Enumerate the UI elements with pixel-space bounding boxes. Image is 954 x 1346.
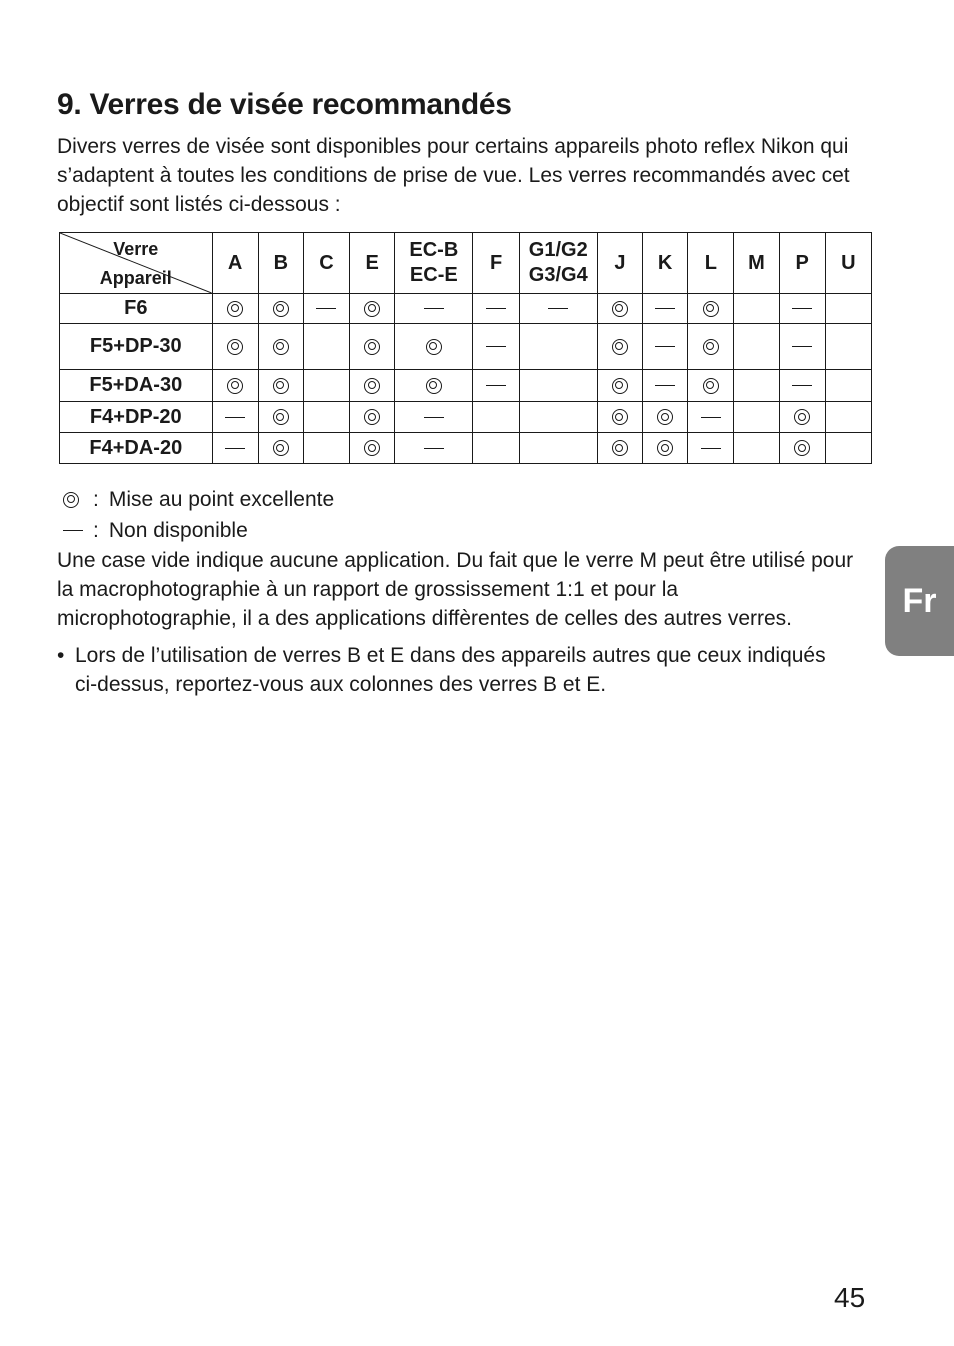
dash-icon xyxy=(655,308,675,309)
table-cell xyxy=(688,433,734,464)
table-cell xyxy=(597,370,642,402)
double-circle-icon xyxy=(426,339,442,355)
table-cell xyxy=(473,402,519,433)
double-circle-icon xyxy=(612,409,628,425)
table-cell xyxy=(643,402,688,433)
table-cell xyxy=(519,370,597,402)
column-header xyxy=(779,233,825,294)
column-header-label: F xyxy=(489,251,503,274)
table-cell xyxy=(597,402,642,433)
table-cell xyxy=(825,402,871,433)
table-cell xyxy=(395,294,473,324)
table-cell xyxy=(597,294,642,324)
camera-model: F4+DA-20 xyxy=(60,433,213,464)
dash-icon xyxy=(424,417,444,418)
column-header xyxy=(350,233,395,294)
table-cell xyxy=(779,402,825,433)
dash-icon xyxy=(792,385,812,386)
camera-model: F6 xyxy=(60,294,213,324)
column-header xyxy=(303,233,349,294)
column-header-label: A xyxy=(227,251,243,274)
table-cell xyxy=(643,324,688,370)
double-circle-icon xyxy=(612,378,628,394)
table-cell xyxy=(825,433,871,464)
dash-icon xyxy=(655,346,675,347)
column-header xyxy=(395,233,473,294)
table-cell xyxy=(212,402,258,433)
table-cell xyxy=(303,324,349,370)
double-circle-icon xyxy=(227,378,243,394)
table-cell xyxy=(473,324,519,370)
double-circle-icon xyxy=(364,378,380,394)
double-circle-icon xyxy=(703,378,719,394)
corner-label-camera: Appareil xyxy=(99,268,172,288)
bullet-icon: • xyxy=(57,644,65,667)
table-cell xyxy=(258,433,303,464)
note-line: microphotographie, il a des applications diffèrentes de celles des autres verres. xyxy=(57,607,793,630)
table-cell xyxy=(597,433,642,464)
legend-text: Mise au point excellente xyxy=(108,488,335,511)
section-title: 9. Verres de visée recommandés xyxy=(57,88,512,121)
legend-text: Non disponible xyxy=(108,519,248,542)
table-row xyxy=(60,433,872,464)
dash-icon xyxy=(701,417,721,418)
double-circle-icon xyxy=(612,339,628,355)
table-cell xyxy=(473,294,519,324)
dash-icon xyxy=(655,385,675,386)
table-corner-cell xyxy=(60,233,213,294)
table-cell xyxy=(779,433,825,464)
dash-icon xyxy=(316,308,336,309)
table-cell xyxy=(350,294,395,324)
table-cell xyxy=(350,433,395,464)
double-circle-icon xyxy=(364,339,380,355)
double-circle-icon xyxy=(63,492,79,508)
table-header-row xyxy=(60,233,872,294)
double-circle-icon xyxy=(273,378,289,394)
table-cell xyxy=(395,433,473,464)
table-cell xyxy=(303,433,349,464)
language-tab: Fr xyxy=(885,546,954,656)
double-circle-icon xyxy=(703,301,719,317)
dash-icon xyxy=(486,346,506,347)
table-cell xyxy=(473,433,519,464)
table-cell xyxy=(734,324,779,370)
column-header xyxy=(258,233,303,294)
column-header-label: EC-B xyxy=(409,239,459,261)
table-body xyxy=(60,294,872,464)
table-cell xyxy=(395,370,473,402)
bullet-line: ci-dessus, reportez-vous aux colonnes des verres B et E. xyxy=(75,673,607,696)
column-header-label: G1/G2 xyxy=(528,239,588,261)
camera-model: F5+DP-30 xyxy=(60,324,213,370)
note-paragraph xyxy=(57,546,867,633)
dash-icon xyxy=(486,385,506,386)
dash-icon xyxy=(63,530,83,531)
table-cell xyxy=(688,370,734,402)
double-circle-icon xyxy=(273,409,289,425)
column-header xyxy=(519,233,597,294)
intro-line: Divers verres de visée sont disponibles pour certains appareils photo reflex Nikon qui xyxy=(57,135,849,158)
page-content xyxy=(57,86,867,699)
camera-model: F4+DP-20 xyxy=(60,402,213,433)
table-row xyxy=(60,294,872,324)
screen-compatibility-table xyxy=(59,232,872,464)
dash-icon xyxy=(486,308,506,309)
double-circle-icon xyxy=(273,339,289,355)
table-cell xyxy=(212,370,258,402)
camera-model: F5+DA-30 xyxy=(60,370,213,402)
table-cell xyxy=(519,402,597,433)
table-row xyxy=(60,402,872,433)
dash-icon xyxy=(701,448,721,449)
double-circle-icon xyxy=(426,378,442,394)
column-header xyxy=(212,233,258,294)
table-cell xyxy=(303,294,349,324)
double-circle-icon xyxy=(227,301,243,317)
table-cell xyxy=(258,370,303,402)
bullet-note xyxy=(57,641,867,699)
double-circle-icon xyxy=(227,339,243,355)
table-cell xyxy=(519,433,597,464)
dash-icon xyxy=(792,308,812,309)
dash-icon xyxy=(548,308,568,309)
column-header-label: U xyxy=(841,251,856,274)
table-cell xyxy=(779,294,825,324)
dash-icon xyxy=(424,448,444,449)
intro-line: s’adaptent à toutes les conditions de prise de vue. Les verres recommandés avec cet xyxy=(57,164,850,187)
column-header xyxy=(688,233,734,294)
double-circle-icon xyxy=(657,409,673,425)
double-circle-icon xyxy=(794,409,810,425)
table-cell xyxy=(519,294,597,324)
table-cell xyxy=(825,294,871,324)
double-circle-icon xyxy=(273,440,289,456)
column-header-label: C xyxy=(319,251,334,274)
column-header xyxy=(473,233,519,294)
table-cell xyxy=(395,324,473,370)
table-cell xyxy=(258,324,303,370)
double-circle-icon xyxy=(273,301,289,317)
double-circle-icon xyxy=(703,339,719,355)
table-cell xyxy=(350,324,395,370)
legend xyxy=(57,484,867,546)
table-cell xyxy=(303,402,349,433)
dash-icon xyxy=(424,308,444,309)
column-header-label: B xyxy=(273,251,289,274)
table-cell xyxy=(212,433,258,464)
column-header xyxy=(643,233,688,294)
page-number: 45 xyxy=(834,1282,866,1313)
double-circle-icon xyxy=(657,440,673,456)
double-circle-icon xyxy=(794,440,810,456)
table-cell xyxy=(643,370,688,402)
column-header xyxy=(597,233,642,294)
table-cell xyxy=(779,370,825,402)
table-cell xyxy=(258,294,303,324)
legend-item-excellent xyxy=(57,484,867,515)
column-header-label: E xyxy=(365,251,379,274)
dash-icon xyxy=(225,448,245,449)
table-cell xyxy=(303,370,349,402)
table-cell xyxy=(350,402,395,433)
double-circle-icon xyxy=(612,440,628,456)
table-cell xyxy=(473,370,519,402)
table-row xyxy=(60,370,872,402)
note-line: la macrophotographie à un rapport de grossissement 1:1 et pour la xyxy=(57,578,679,601)
table-cell xyxy=(258,402,303,433)
table-cell xyxy=(688,402,734,433)
table-cell xyxy=(519,324,597,370)
column-header-label: G3/G4 xyxy=(528,264,588,286)
column-header-label: L xyxy=(704,251,717,274)
table-cell xyxy=(825,324,871,370)
column-header-label: J xyxy=(614,251,626,274)
double-circle-icon xyxy=(364,301,380,317)
table-cell xyxy=(212,294,258,324)
intro-line: objectif sont listés ci-dessous : xyxy=(57,193,341,216)
table-cell xyxy=(395,402,473,433)
legend-item-unavailable xyxy=(57,515,867,546)
note-line: Une case vide indique aucune application. Du fait que le verre M peut être utilisé pour xyxy=(57,549,854,572)
table-cell xyxy=(825,370,871,402)
table-cell xyxy=(212,324,258,370)
table-cell xyxy=(734,294,779,324)
double-circle-icon xyxy=(612,301,628,317)
column-header-label: P xyxy=(795,251,809,274)
table-cell xyxy=(779,324,825,370)
legend-colon: : xyxy=(93,519,99,542)
table-cell xyxy=(734,433,779,464)
table-cell xyxy=(734,370,779,402)
table-cell xyxy=(643,294,688,324)
table-cell xyxy=(597,324,642,370)
table-row xyxy=(60,324,872,370)
column-header-label: M xyxy=(748,251,765,274)
bullet-line: Lors de l’utilisation de verres B et E dans des appareils autres que ceux indiqués xyxy=(75,644,826,667)
double-circle-icon xyxy=(364,440,380,456)
column-header-label: K xyxy=(657,251,673,274)
column-header-label: EC-E xyxy=(409,264,458,286)
column-header xyxy=(734,233,779,294)
dash-icon xyxy=(225,417,245,418)
corner-label-screen: Verre xyxy=(113,239,159,259)
intro-paragraph xyxy=(57,132,867,219)
legend-colon: : xyxy=(93,488,99,511)
table-cell xyxy=(688,324,734,370)
table-cell xyxy=(688,294,734,324)
double-circle-icon xyxy=(364,409,380,425)
table-cell xyxy=(350,370,395,402)
dash-icon xyxy=(792,346,812,347)
table-cell xyxy=(643,433,688,464)
table-cell xyxy=(734,402,779,433)
column-header xyxy=(825,233,871,294)
